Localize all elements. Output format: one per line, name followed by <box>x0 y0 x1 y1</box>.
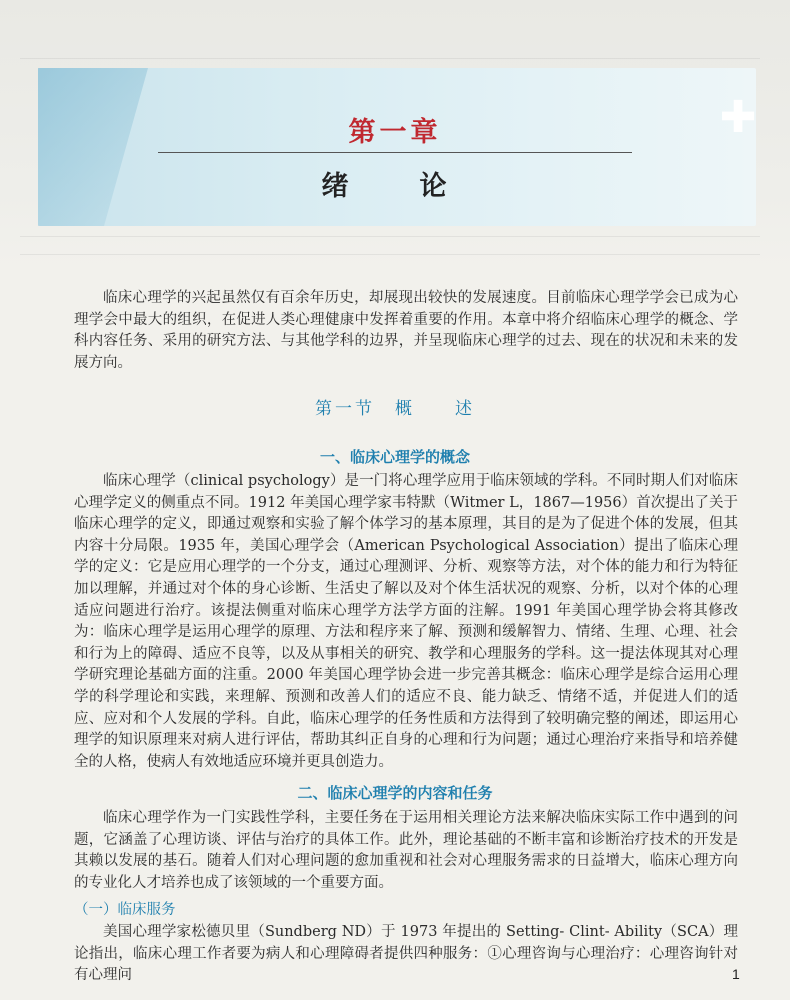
chapter-divider <box>158 152 632 153</box>
chapter-subtitle: 绪 论 <box>321 171 469 202</box>
bleed-line <box>20 236 760 237</box>
subsection-title-content-tasks: 二、临床心理学的内容和任务 <box>297 784 493 802</box>
content-tasks-paragraph: 临床心理学作为一门实践性学科，主要任务在于运用相关理论方法来解决临床实际工作中遇到的问题，它涵盖了心理访谈、评估与治疗的具体工作。此外，理论基础的不断丰富和诊断治疗技术的开发是其赖以发展的基石。随着人们对心理问题的愈加重视和社会对心理服务需求的日益增大，临床心理方向的专业化人才培养也成了该领域的一个重要方面。 <box>74 810 738 891</box>
intro-paragraph: 临床心理学的兴起虽然仅有百余年历史，却展现出较快的发展速度。目前临床心理学学会已成为心理学会中最大的组织，在促进人类心理健康中发挥着重要的作用。本章中将介绍临床心理学的概念、学科内容任务、采用的研究方法、与其他学科的边界，并呈现临床心理学的过去、现在的状况和未来的发展方向。 <box>74 290 738 371</box>
page-number: 1 <box>732 966 740 982</box>
clinical-service-paragraph: 美国心理学家松德贝里（Sundberg ND）于 1973 年提出的 Setting- Clint- Ability（SCA）理论指出，临床心理工作者要为病人和心理障碍者提供四种服务：①心理咨询与心理治疗：心理咨询针对有心理问 <box>74 924 738 984</box>
subsection-title-concept: 一、临床心理学的概念 <box>319 448 470 466</box>
chapter-title: 第一章 <box>348 117 442 148</box>
plus-icon: ✚ <box>719 92 757 143</box>
subsubsection-title-clinical-service: （一）临床服务 <box>74 902 176 918</box>
concept-paragraph: 临床心理学（clinical psychology）是一门将心理学应用于临床领域的学科。不同时期人们对临床心理学定义的侧重点不同。1912 年美国心理学家韦特默（Witmer L，1867—1956）首次提出了关于临床心理学的定义，即通过观察和实验了解个体学习的基本原理，其目的是为了促进个体的发展，但其内容十分局限。1935 年，美国心理学会（American Psychological Association）提出了临床心理学的定义：它是应用心理学的一个分支，通过心理测评、分析、观察等方法，对个体的能力和行为特征加以理解，并通过对个体的身心诊断、生活史了解以及对个体生活状况的观察、分析，以对个体的心理适应问题进行治疗。该提法侧重对临床心理学方法学方面的注解。1991 年美国心理学协会将其修改为：临床心理学是运用心理学的原理、方法和程序来了解、预测和缓解智力、情绪、生理、心理、社会和行为上的障碍、适应不良等，以及从事相关的研究、教学和心理服务的学科。这一提法体现其对心理学研究理论基础方面的注重。2000 年美国心理学协会进一步完善其概念：临床心理学是综合运用心理学的科学理论和实践，来理解、预测和改善人们的适应不良、能力缺乏、情绪不适，并促进人们的适应、应对和个人发展的学科。自此，临床心理学的任务性质和方法得到了较明确完整的阐述，即运用心理学的知识原理来对病人进行评估，帮助其纠正自身的心理和行为问题；通过心理治疗来指导和培养健全的人格，使病人有效地适应环境并更具创造力。 <box>74 473 738 770</box>
section-title: 第一节 概 述 <box>315 399 475 419</box>
bleed-line <box>20 254 760 255</box>
bleed-line <box>20 58 760 59</box>
